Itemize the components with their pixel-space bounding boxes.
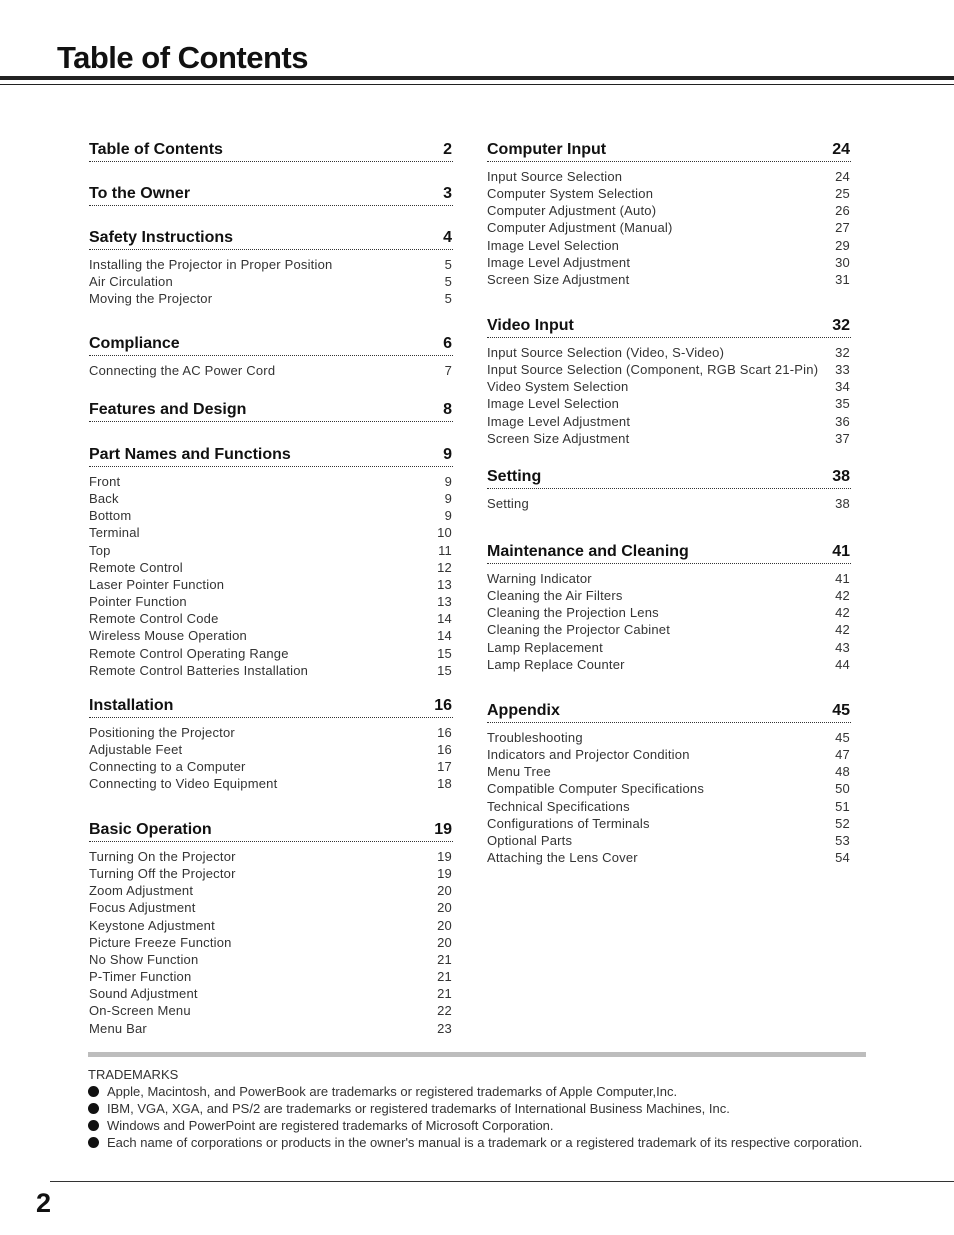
section-page-number: 24 <box>832 141 850 158</box>
toc-entry[interactable] <box>487 587 851 604</box>
entry-page-number: 19 <box>437 849 452 864</box>
toc-entry[interactable] <box>487 361 851 378</box>
toc-section <box>487 540 851 673</box>
entry-page-number: 30 <box>835 254 850 270</box>
entry-page-number: 26 <box>835 203 850 219</box>
trademarks-list <box>88 1083 866 1151</box>
entry-label: Compatible Computer Specifications <box>487 781 705 797</box>
entry-page-number: 29 <box>835 237 850 253</box>
toc-entry[interactable] <box>487 746 851 763</box>
bullet-icon <box>88 1086 99 1097</box>
trademark-item <box>88 1134 866 1151</box>
entry-page-number: 5 <box>444 257 452 272</box>
entry-label: Cleaning the Projection Lens <box>487 605 659 621</box>
toc-entry[interactable] <box>89 917 453 934</box>
section-page-number: 16 <box>434 697 452 714</box>
trademark-item <box>88 1117 866 1134</box>
toc-entry[interactable] <box>89 362 453 379</box>
entry-label: Input Source Selection (Component, RGB Scart 21-Pin) <box>487 362 819 378</box>
entry-page-number: 21 <box>437 969 452 985</box>
entry-label: Input Source Selection <box>487 169 623 184</box>
toc-entry[interactable] <box>89 473 453 490</box>
toc-entry[interactable] <box>487 413 851 430</box>
toc-section <box>487 699 851 866</box>
entry-label: Computer System Selection <box>487 186 654 202</box>
toc-section-heading[interactable] <box>89 226 453 250</box>
entry-page-number: 31 <box>835 271 850 287</box>
toc-entry[interactable] <box>89 645 453 662</box>
section-page-number: 19 <box>434 821 452 838</box>
entry-label: Wireless Mouse Operation <box>89 628 247 644</box>
entry-page-number: 32 <box>835 345 850 360</box>
entry-label: P-Timer Function <box>89 969 192 985</box>
section-page-number: 9 <box>443 446 452 463</box>
toc-entry[interactable] <box>487 729 851 746</box>
entry-label: Remote Control Batteries Installation <box>89 662 309 678</box>
toc-entry[interactable] <box>487 495 851 512</box>
toc-entry[interactable] <box>487 395 851 412</box>
entry-page-number: 13 <box>437 576 452 592</box>
entry-page-number: 14 <box>437 628 452 644</box>
section-page-number: 3 <box>443 185 452 202</box>
section-title: Table of Contents <box>89 141 223 158</box>
entry-page-number: 44 <box>835 656 850 672</box>
entry-label: On-Screen Menu <box>89 1003 191 1019</box>
section-page-number: 41 <box>832 543 850 560</box>
section-title: Setting <box>487 468 542 485</box>
toc-section-heading[interactable] <box>89 332 453 356</box>
toc-entry[interactable] <box>487 763 851 780</box>
toc-section-heading[interactable] <box>89 138 453 162</box>
entry-label: Back <box>89 491 119 507</box>
toc-entry[interactable] <box>487 378 851 395</box>
bullet-icon <box>88 1137 99 1148</box>
toc-entry[interactable] <box>89 662 453 679</box>
toc-entry-list <box>487 729 851 866</box>
entry-label: Optional Parts <box>487 832 573 848</box>
entry-label: Menu Bar <box>89 1020 147 1036</box>
page-number: 2 <box>36 1188 52 1218</box>
entry-label: Positioning the Projector <box>89 725 235 740</box>
section-page-number: 2 <box>443 141 452 158</box>
toc-entry-list <box>89 724 453 793</box>
entry-page-number: 9 <box>444 491 452 507</box>
entry-label: Keystone Adjustment <box>89 917 215 933</box>
entry-label: Picture Freeze Function <box>89 934 232 950</box>
entry-label: Screen Size Adjustment <box>487 430 630 446</box>
entry-page-number: 21 <box>437 986 452 1002</box>
bullet-icon <box>88 1120 99 1131</box>
toc-entry[interactable] <box>89 507 453 524</box>
toc-entry[interactable] <box>89 610 453 627</box>
entry-page-number: 21 <box>437 951 452 967</box>
toc-entry[interactable] <box>89 985 453 1002</box>
toc-entry[interactable] <box>487 832 851 849</box>
entry-label: Computer Adjustment (Manual) <box>487 220 673 236</box>
toc-entry[interactable] <box>89 1020 453 1037</box>
entry-page-number: 50 <box>835 781 850 797</box>
toc-entry[interactable] <box>487 798 851 815</box>
toc-entry[interactable] <box>487 570 851 587</box>
toc-entry[interactable] <box>487 815 851 832</box>
entry-label: Computer Adjustment (Auto) <box>487 203 657 219</box>
toc-entry[interactable] <box>89 758 453 775</box>
entry-page-number: 42 <box>835 605 850 621</box>
toc-entry[interactable] <box>487 604 851 621</box>
section-title: Compliance <box>89 335 180 352</box>
toc-entry[interactable] <box>487 849 851 866</box>
section-page-number: 32 <box>832 317 850 334</box>
entry-page-number: 5 <box>444 274 452 290</box>
toc-section-heading[interactable] <box>487 540 851 564</box>
toc-entry[interactable] <box>487 639 851 656</box>
section-page-number: 4 <box>443 229 452 246</box>
toc-section <box>487 314 851 447</box>
entry-page-number: 27 <box>835 220 850 236</box>
toc-section-heading[interactable] <box>89 818 453 842</box>
toc-entry[interactable] <box>487 237 851 254</box>
entry-page-number: 20 <box>437 917 452 933</box>
entry-label: Image Level Adjustment <box>487 254 631 270</box>
toc-section <box>89 694 453 793</box>
toc-section <box>89 182 453 206</box>
section-title: Part Names and Functions <box>89 446 291 463</box>
entry-page-number: 52 <box>835 815 850 831</box>
section-title: Computer Input <box>487 141 607 158</box>
toc-entry[interactable] <box>487 780 851 797</box>
entry-page-number: 15 <box>437 662 452 678</box>
entry-label: Focus Adjustment <box>89 900 196 916</box>
entry-page-number: 9 <box>444 508 452 524</box>
entry-label: Turning Off the Projector <box>89 866 236 882</box>
entry-page-number: 18 <box>437 776 452 792</box>
section-title: To the Owner <box>89 185 191 202</box>
entry-label: Cleaning the Projector Cabinet <box>487 622 671 638</box>
entry-label: Connecting to a Computer <box>89 759 246 775</box>
entry-page-number: 13 <box>437 594 452 610</box>
entry-page-number: 42 <box>835 622 850 638</box>
entry-label: Image Level Selection <box>487 396 620 412</box>
entry-page-number: 23 <box>437 1020 452 1036</box>
entry-label: Configurations of Terminals <box>487 815 650 831</box>
toc-section-heading[interactable] <box>89 398 453 422</box>
entry-page-number: 38 <box>835 496 850 511</box>
entry-label: Lamp Replace Counter <box>487 656 625 672</box>
trademark-text: Apple, Macintosh, and PowerBook are trademarks or registered trademarks of Apple Computer,Inc. <box>107 1084 678 1099</box>
entry-label: Zoom Adjustment <box>89 883 194 899</box>
toc-entry[interactable] <box>89 934 453 951</box>
entry-page-number: 10 <box>437 525 452 541</box>
entry-label: Warning Indicator <box>487 571 592 586</box>
entry-page-number: 34 <box>835 379 850 395</box>
section-page-number: 45 <box>832 702 850 719</box>
entry-label: Attaching the Lens Cover <box>487 850 638 866</box>
trademark-text: Windows and PowerPoint are registered trademarks of Microsoft Corporation. <box>107 1118 554 1133</box>
toc-section-heading[interactable] <box>89 182 453 206</box>
toc-entry-list <box>487 344 851 447</box>
toc-section-heading[interactable] <box>487 138 851 162</box>
toc-entry-list <box>487 570 851 673</box>
section-title: Appendix <box>487 702 560 719</box>
entry-label: Connecting the AC Power Cord <box>89 363 276 378</box>
entry-page-number: 22 <box>437 1003 452 1019</box>
entry-page-number: 9 <box>444 474 452 489</box>
section-title: Installation <box>89 697 174 714</box>
toc-entry[interactable] <box>89 542 453 559</box>
toc-entry[interactable] <box>487 656 851 673</box>
entry-label: No Show Function <box>89 951 199 967</box>
entry-page-number: 48 <box>835 764 850 780</box>
title-rule-thin <box>0 84 954 85</box>
toc-section <box>89 332 453 379</box>
toc-entry[interactable] <box>89 899 453 916</box>
toc-entry[interactable] <box>89 576 453 593</box>
toc-entry[interactable] <box>89 882 453 899</box>
toc-section <box>89 398 453 422</box>
title-rule <box>0 76 954 80</box>
entry-label: Troubleshooting <box>487 730 583 745</box>
entry-page-number: 25 <box>835 186 850 202</box>
entry-page-number: 20 <box>437 900 452 916</box>
entry-page-number: 53 <box>835 832 850 848</box>
toc-entry[interactable] <box>89 741 453 758</box>
section-title: Safety Instructions <box>89 229 234 246</box>
entry-page-number: 33 <box>835 362 850 378</box>
toc-entry-list <box>487 168 851 288</box>
toc-section-heading[interactable] <box>487 465 851 489</box>
toc-entry[interactable] <box>89 951 453 968</box>
entry-page-number: 20 <box>437 883 452 899</box>
section-title: Maintenance and Cleaning <box>487 543 689 560</box>
toc-section-heading[interactable] <box>89 694 453 718</box>
entry-label: Remote Control <box>89 559 183 575</box>
toc-entry[interactable] <box>89 968 453 985</box>
entry-label: Technical Specifications <box>487 798 630 814</box>
toc-entry[interactable] <box>487 185 851 202</box>
footer-divider-bar <box>88 1052 866 1057</box>
entry-label: Turning On the Projector <box>89 849 236 864</box>
entry-label: Laser Pointer Function <box>89 576 225 592</box>
toc-entry-list <box>89 362 453 379</box>
section-title: Basic Operation <box>89 821 212 838</box>
toc-entry[interactable] <box>89 559 453 576</box>
toc-section-heading[interactable] <box>89 443 453 467</box>
entry-label: Menu Tree <box>487 764 551 780</box>
entry-label: Top <box>89 542 111 558</box>
toc-entry[interactable] <box>89 848 453 865</box>
bullet-icon <box>88 1103 99 1114</box>
entry-page-number: 24 <box>835 169 850 184</box>
toc-entry-list <box>487 495 851 512</box>
entry-page-number: 17 <box>437 759 452 775</box>
trademark-item <box>88 1083 866 1100</box>
toc-entry[interactable] <box>487 219 851 236</box>
toc-entry[interactable] <box>89 1002 453 1019</box>
entry-page-number: 37 <box>835 430 850 446</box>
page-title: Table of Contents <box>57 40 308 75</box>
toc-entry[interactable] <box>89 775 453 792</box>
toc-section <box>487 465 851 512</box>
toc-entry[interactable] <box>487 344 851 361</box>
toc-entry-list <box>89 256 453 307</box>
toc-entry[interactable] <box>487 621 851 638</box>
bottom-rule <box>50 1181 954 1182</box>
toc-section <box>89 138 453 162</box>
toc-entry[interactable] <box>89 273 453 290</box>
entry-label: Input Source Selection (Video, S-Video) <box>487 345 725 360</box>
entry-page-number: 51 <box>835 798 850 814</box>
entry-label: Air Circulation <box>89 274 173 290</box>
toc-section <box>89 818 453 1037</box>
entry-label: Sound Adjustment <box>89 986 198 1002</box>
entry-label: Installing the Projector in Proper Position <box>89 257 333 272</box>
toc-entry[interactable] <box>89 865 453 882</box>
toc-entry[interactable] <box>487 202 851 219</box>
entry-label: Image Level Adjustment <box>487 413 631 429</box>
toc-entry[interactable] <box>89 524 453 541</box>
trademarks-notice <box>88 1066 866 1151</box>
entry-page-number: 45 <box>835 730 850 745</box>
section-page-number: 8 <box>443 401 452 418</box>
entry-label: Pointer Function <box>89 594 187 610</box>
entry-label: Remote Control Code <box>89 611 219 627</box>
entry-label: Setting <box>487 496 529 511</box>
toc-entry[interactable] <box>487 168 851 185</box>
entry-label: Screen Size Adjustment <box>487 271 630 287</box>
entry-label: Adjustable Feet <box>89 742 183 758</box>
entry-label: Lamp Replacement <box>487 639 603 655</box>
entry-label: Remote Control Operating Range <box>89 645 289 661</box>
entry-page-number: 11 <box>438 542 452 558</box>
toc-entry[interactable] <box>89 593 453 610</box>
toc-entry[interactable] <box>89 290 453 307</box>
entry-page-number: 41 <box>835 571 850 586</box>
toc-entry[interactable] <box>89 490 453 507</box>
section-title: Features and Design <box>89 401 247 418</box>
toc-entry[interactable] <box>487 430 851 447</box>
entry-page-number: 15 <box>437 645 452 661</box>
toc-section <box>89 226 453 307</box>
entry-label: Indicators and Projector Condition <box>487 747 690 763</box>
section-page-number: 38 <box>832 468 850 485</box>
entry-page-number: 16 <box>437 725 452 740</box>
toc-section-heading[interactable] <box>487 314 851 338</box>
entry-page-number: 54 <box>835 850 850 866</box>
entry-label: Image Level Selection <box>487 237 620 253</box>
toc-entry-list <box>89 848 453 1037</box>
entry-page-number: 42 <box>835 588 850 604</box>
toc-section <box>89 443 453 679</box>
toc-entry[interactable] <box>89 256 453 273</box>
entry-page-number: 36 <box>835 413 850 429</box>
entry-label: Terminal <box>89 525 140 541</box>
trademark-text: Each name of corporations or products in the owner's manual is a trademark or a registered trademark of its respective corporation. <box>107 1135 863 1150</box>
section-page-number: 6 <box>443 335 452 352</box>
entry-page-number: 47 <box>835 747 850 763</box>
trademark-text: IBM, VGA, XGA, and PS/2 are trademarks or registered trademarks of International Business Machines, Inc. <box>107 1101 730 1116</box>
entry-page-number: 35 <box>835 396 850 412</box>
entry-page-number: 7 <box>444 363 452 378</box>
toc-entry[interactable] <box>487 271 851 288</box>
entry-label: Bottom <box>89 508 132 524</box>
entry-page-number: 20 <box>437 934 452 950</box>
trademarks-title: TRADEMARKS <box>88 1067 179 1082</box>
toc-entry[interactable] <box>487 254 851 271</box>
entry-page-number: 14 <box>437 611 452 627</box>
entry-label: Video System Selection <box>487 379 629 395</box>
toc-entry[interactable] <box>89 724 453 741</box>
entry-page-number: 16 <box>437 742 452 758</box>
entry-page-number: 5 <box>444 291 452 307</box>
entry-label: Moving the Projector <box>89 291 213 307</box>
toc-section <box>487 138 851 288</box>
entry-page-number: 43 <box>835 639 850 655</box>
entry-label: Front <box>89 474 121 489</box>
toc-section-heading[interactable] <box>487 699 851 723</box>
toc-entry-list <box>89 473 453 679</box>
entry-label: Connecting to Video Equipment <box>89 776 278 792</box>
entry-label: Cleaning the Air Filters <box>487 588 623 604</box>
section-title: Video Input <box>487 317 574 334</box>
entry-page-number: 19 <box>437 866 452 882</box>
trademark-item <box>88 1100 866 1117</box>
toc-entry[interactable] <box>89 627 453 644</box>
entry-page-number: 12 <box>437 559 452 575</box>
